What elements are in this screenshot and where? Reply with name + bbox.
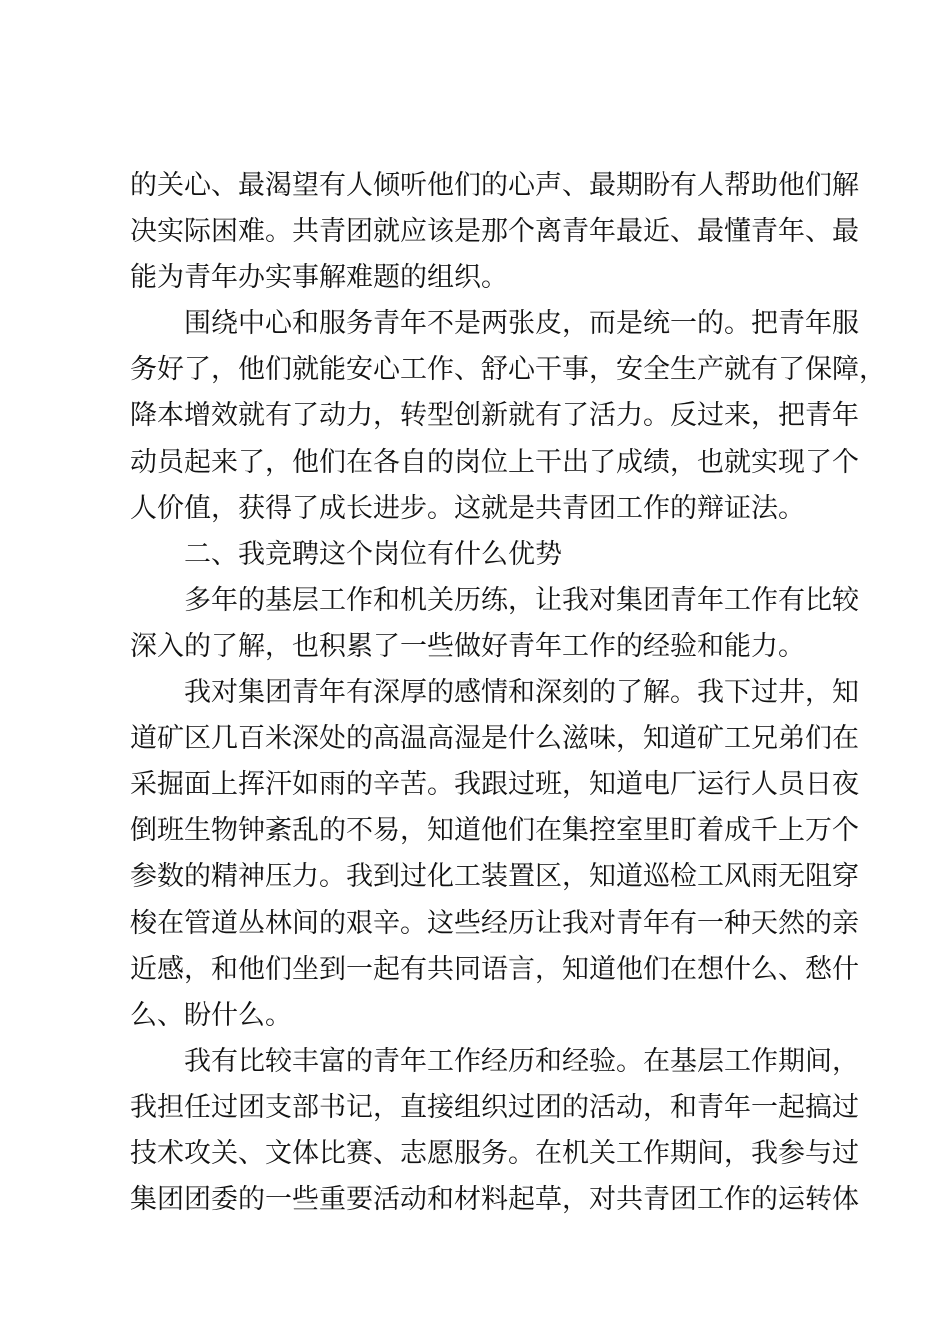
text-line: 决实际困难。共青团就应该是那个离青年最近、最懂青年、最 bbox=[130, 216, 859, 248]
text-line: 我对集团青年有深厚的感情和深刻的了解。我下过井，知 bbox=[184, 677, 859, 709]
text-line: 采掘面上挥汗如雨的辛苦。我跟过班，知道电厂运行人员日夜 bbox=[130, 769, 859, 801]
text-line: 二、我竞聘这个岗位有什么优势 bbox=[184, 538, 562, 570]
text-line: 么、盼什么。 bbox=[130, 999, 292, 1031]
text-line: 多年的基层工作和机关历练，让我对集团青年工作有比较 bbox=[184, 584, 859, 616]
document-body bbox=[130, 163, 886, 1223]
text-line: 深入的了解，也积累了一些做好青年工作的经验和能力。 bbox=[130, 630, 805, 662]
text-line: 能为青年办实事解难题的组织。 bbox=[130, 262, 508, 294]
text-line: 务好了，他们就能安心工作、舒心干事，安全生产就有了保障， bbox=[130, 354, 886, 386]
text-line: 我有比较丰富的青年工作经历和经验。在基层工作期间， bbox=[184, 1045, 859, 1077]
text-line: 的关心、最渴望有人倾听他们的心声、最期盼有人帮助他们解 bbox=[130, 170, 859, 201]
text-line: 降本增效就有了动力，转型创新就有了活力。反过来，把青年 bbox=[130, 400, 859, 432]
text-line: 集团团委的一些重要活动和材料起草，对共青团工作的运转体 bbox=[130, 1184, 859, 1216]
text-line: 我担任过团支部书记，直接组织过团的活动，和青年一起搞过 bbox=[130, 1091, 859, 1123]
text-line: 道矿区几百米深处的高温高湿是什么滋味，知道矿工兄弟们在 bbox=[130, 723, 859, 755]
text-line: 人价值，获得了成长进步。这就是共青团工作的辩证法。 bbox=[130, 492, 805, 524]
text-line: 动员起来了，他们在各自的岗位上干出了成绩，也就实现了个 bbox=[130, 446, 859, 478]
text-line: 参数的精神压力。我到过化工装置区，知道巡检工风雨无阻穿 bbox=[130, 861, 859, 893]
text-line: 技术攻关、文体比赛、志愿服务。在机关工作期间，我参与过 bbox=[130, 1137, 859, 1169]
text-line: 围绕中心和服务青年不是两张皮，而是统一的。把青年服 bbox=[184, 308, 859, 340]
text-line: 倒班生物钟紊乱的不易，知道他们在集控室里盯着成千上万个 bbox=[130, 815, 859, 847]
text-line: 梭在管道丛林间的艰辛。这些经历让我对青年有一种天然的亲 bbox=[130, 907, 859, 939]
text-line: 近感，和他们坐到一起有共同语言，知道他们在想什么、愁什 bbox=[130, 953, 859, 985]
